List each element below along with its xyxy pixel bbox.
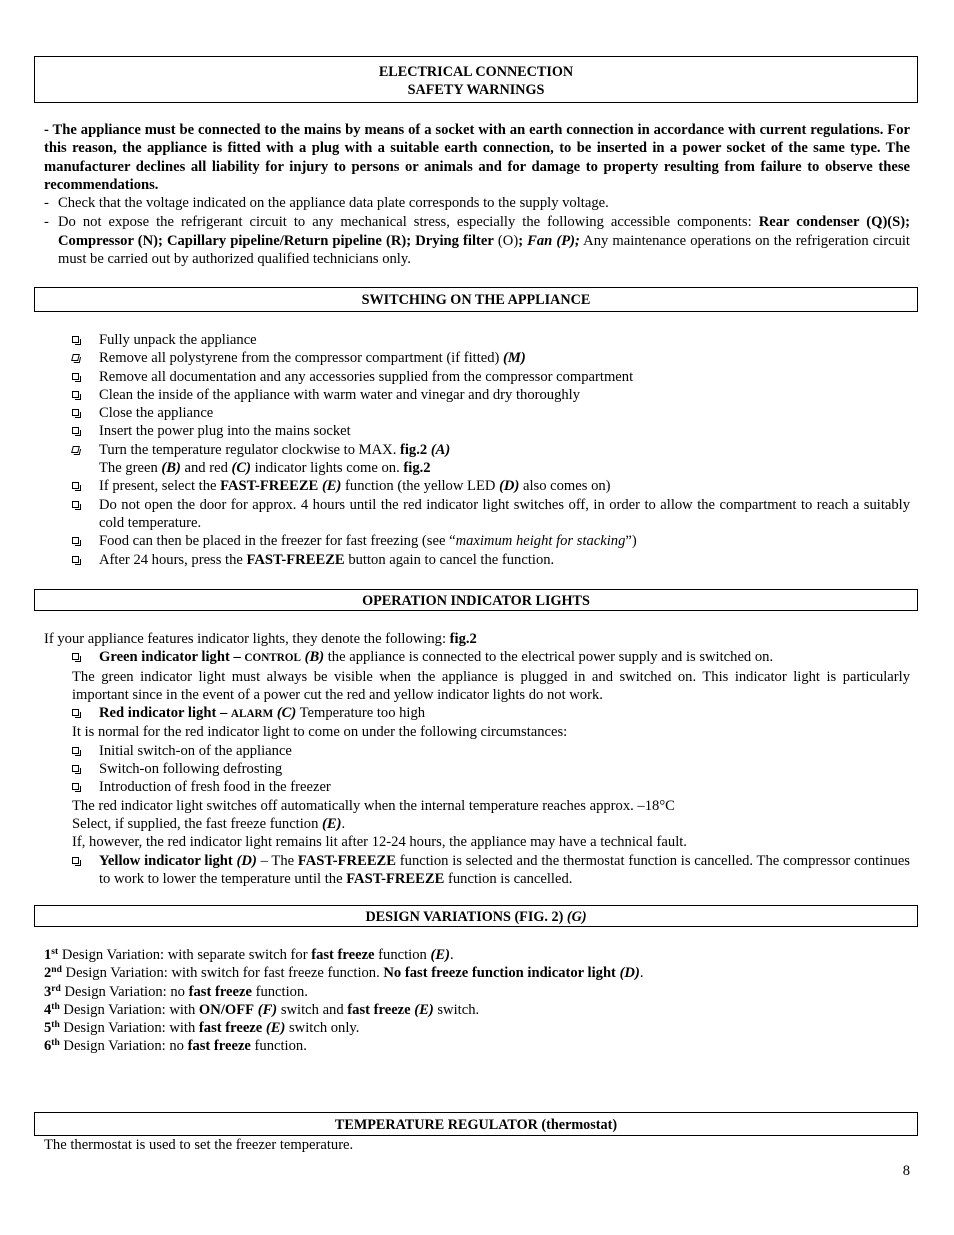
variation-bold: fast freeze: [347, 1001, 411, 1018]
list-item: [44, 404, 910, 422]
ordinal-suffix: nd: [51, 965, 62, 976]
design-variations: [44, 946, 910, 1056]
variation-number: 6: [44, 1038, 52, 1055]
variation-number: 4: [44, 1001, 52, 1018]
list-item: [44, 349, 910, 367]
variation-bold: fast freeze: [198, 1020, 263, 1037]
list-item: [44, 532, 910, 550]
ref-d: (D): [232, 852, 257, 869]
yellow-light-item: [44, 852, 910, 889]
design-variation-3: [44, 983, 910, 1001]
section-header-indicators: [34, 589, 918, 611]
variation-bold: ON/OFF: [198, 1001, 255, 1018]
section-header-switching: [34, 287, 918, 312]
list-item: [44, 742, 910, 760]
item-text: Close the appliance: [99, 405, 214, 422]
checkbox-bullet-icon: [72, 336, 79, 343]
item-text: function is cancelled.: [444, 870, 573, 887]
green-light-note: The green indicator light must always be visible when the appliance is plugged in and switched on. This indicator light is particularly important since in the event of a power cut the red and yellow indicator lights do not work.: [72, 668, 910, 703]
variation-number: 1: [44, 947, 52, 963]
item-text: Introduction of fresh food in the freezer: [99, 779, 331, 796]
ref-e: (E): [430, 947, 450, 963]
variation-text: switch only.: [285, 1020, 360, 1037]
item-text: Select, if supplied, the fast freeze function: [72, 815, 323, 832]
indicators-intro: [44, 630, 910, 648]
fig-ref: fig.2: [449, 631, 477, 647]
item-text: Temperature too high: [296, 705, 426, 722]
variation-bold: fast freeze: [311, 947, 375, 963]
list-item: [44, 760, 910, 778]
list-item: [44, 441, 910, 459]
item-text: .: [341, 815, 346, 832]
item-text: Clean the inside of the appliance with warm water and vinegar and dry thoroughly: [99, 386, 581, 403]
item-text: Initial switch-on of the appliance: [99, 742, 292, 759]
stacking-ref: maximum height for stacking: [455, 533, 626, 550]
thermostat-body: [44, 1136, 910, 1154]
indicators-body: [44, 630, 910, 888]
red-light-off: The red indicator light switches off automatically when the internal temperature reaches approx. –18°C: [72, 797, 675, 814]
refrigerant-warning-item: - Do not expose the refrigerant circuit to any mechanical stress, especially the following accessible components: Rear condenser (Q)(S); Compressor (N); Capillary pipeline/Return pipeline (R); Drying filter (O); Fan (P); Any maintenance operations on the refrigeration circuit must be carried out by authorized qualified technicians only.: [44, 214, 911, 268]
intro-text: If your appliance features indicator lights, they denote the following:: [44, 631, 450, 647]
dash: –: [216, 705, 231, 722]
checkbox-bullet-icon: [71, 354, 80, 361]
electrical-body: [44, 121, 910, 268]
thermostat-text: The thermostat is used to set the freezer temperature.: [44, 1137, 354, 1153]
control-label: CONTROL: [244, 652, 301, 665]
ordinal-suffix: th: [51, 1001, 60, 1012]
variation-bold: fast freeze: [187, 1038, 251, 1055]
section-header-electrical: [34, 56, 918, 103]
indicators-title: OPERATION INDICATOR LIGHTS: [362, 593, 590, 609]
page-number: 8: [902, 1163, 910, 1179]
checkbox-bullet-icon: [72, 747, 79, 754]
list-item: [44, 496, 910, 533]
red-light-item: [44, 704, 910, 723]
ordinal-suffix: th: [51, 1020, 60, 1031]
ref-c: (C): [273, 705, 297, 722]
variation-text: switch.: [433, 1001, 480, 1018]
list-item: [44, 331, 910, 349]
ref-g: (G): [566, 909, 587, 925]
variation-text: switch and: [277, 1001, 348, 1018]
variation-text: .: [639, 965, 644, 982]
list-item-continuation: [44, 459, 910, 477]
drying-filter-ref: (O): [493, 232, 519, 249]
checkbox-bullet-icon: [72, 482, 79, 489]
variation-number: 3: [44, 983, 52, 1000]
fast-freeze-label: FAST-FREEZE: [246, 551, 345, 568]
list-item: [44, 368, 910, 386]
components-list: Rear condenser (Q)(S); Compressor (N); Capillary pipeline/Return pipeline (R); Drying filter: [58, 214, 911, 249]
design-variation-2: [44, 964, 910, 982]
item-text: and red: [180, 460, 232, 477]
design-title: [35, 908, 917, 926]
separator: ;: [518, 232, 528, 249]
ref-b: (B): [161, 460, 181, 477]
checkbox-bullet-icon: [72, 857, 79, 864]
ref-m: (M): [503, 350, 526, 367]
section-header-design: [34, 905, 918, 927]
fig-ref: fig.2: [403, 460, 431, 477]
checkbox-bullet-icon: [72, 537, 79, 544]
fast-freeze-label: FAST-FREEZE: [346, 870, 445, 887]
ref-e: (E): [318, 478, 342, 495]
checkbox-bullet-icon: [72, 427, 79, 434]
variation-number: 2: [44, 965, 52, 982]
variation-number: 5: [44, 1020, 52, 1037]
ref-d: (D): [615, 965, 640, 982]
variation-text: function: [374, 947, 431, 963]
list-item: [44, 477, 910, 495]
item-text: Turn the temperature regulator clockwise to MAX.: [99, 441, 400, 458]
item-text: indicator lights come on.: [251, 460, 404, 477]
checkbox-bullet-icon: [72, 709, 79, 716]
ref-e: (E): [262, 1020, 286, 1037]
checkbox-bullet-icon: [72, 783, 79, 790]
green-light-label: Green indicator light: [99, 649, 230, 666]
item-text: button again to cancel the function.: [344, 551, 555, 568]
voltage-check-item: - Check that the voltage indicated on the appliance data plate corresponds to the supply voltage.: [44, 195, 609, 212]
red-light-label: Red indicator light: [99, 705, 217, 722]
item-text: Remove all polystyrene from the compressor compartment (if fitted): [99, 350, 504, 367]
item-text: Remove all documentation and any accessories supplied from the compressor compartment: [99, 368, 634, 385]
checkbox-bullet-icon: [72, 501, 79, 508]
variation-text: Design Variation: no: [59, 1038, 188, 1055]
fast-freeze-label: FAST-FREEZE: [297, 852, 397, 869]
design-variation-6: [44, 1037, 910, 1055]
alarm-label: ALARM: [230, 708, 274, 721]
variation-bold: No fast freeze function indicator light: [383, 965, 616, 982]
item-text: Fully unpack the appliance: [99, 332, 257, 348]
item-text: also comes on): [519, 478, 611, 495]
fig-ref: fig.2: [400, 441, 428, 458]
technical-fault: If, however, the red indicator light remains lit after 12-24 hours, the appliance may have a technical fault.: [72, 834, 687, 851]
variation-text: Design Variation: with separate switch for: [58, 947, 312, 963]
item-text: Switch-on following defrosting: [99, 761, 283, 778]
ref-e: (E): [410, 1001, 434, 1018]
variation-text: Design Variation: with switch for fast freeze function.: [61, 965, 384, 982]
item-text: Food can then be placed in the freezer for fast freezing (see “: [99, 533, 456, 550]
list-item: [44, 422, 910, 440]
electrical-subtitle: SAFETY WARNINGS: [407, 82, 545, 98]
dash: –: [229, 649, 245, 666]
ref-e: (E): [322, 815, 342, 832]
ref-d: (D): [499, 478, 520, 495]
checkbox-bullet-icon: [72, 556, 79, 563]
item-text: Insert the power plug into the mains socket: [99, 423, 351, 440]
switching-title: SWITCHING ON THE APPLIANCE: [361, 292, 591, 308]
section-header-thermostat: [34, 1112, 918, 1136]
item-text: The green: [99, 460, 162, 477]
item-text: – The: [256, 852, 298, 869]
item-text: Do not open the door for approx. 4 hours until the red indicator light switches off, in order to allow the compartment to reach a suitably cold temperature.: [99, 496, 910, 531]
checkbox-bullet-icon: [72, 765, 79, 772]
variation-text: .: [449, 947, 454, 963]
item-text: function is selected and the thermostat function is cancelled. The compressor continues to work to lower the temperature until the: [99, 852, 910, 887]
design-variation-1: [44, 946, 910, 964]
variation-text: Design Variation: with: [59, 1001, 199, 1018]
design-variation-5: [44, 1019, 910, 1037]
item-text: If present, select the: [99, 478, 221, 495]
design-title-text: DESIGN VARIATIONS (FIG. 2): [365, 909, 567, 925]
list-item: [44, 386, 910, 404]
variation-bold: fast freeze: [188, 983, 252, 1000]
item-text: After 24 hours, press the: [99, 551, 247, 568]
list-item: [44, 551, 910, 569]
list-item: [44, 778, 910, 796]
checkbox-bullet-icon: [71, 446, 80, 453]
checkbox-bullet-icon: [72, 653, 79, 660]
item-text: function (the yellow LED: [341, 478, 500, 495]
ordinal-suffix: st: [51, 947, 59, 957]
ref-f: (F): [254, 1001, 278, 1018]
item-text: ”): [625, 533, 637, 550]
fan-ref: Fan (P);: [527, 232, 580, 249]
ref-a: (A): [427, 441, 451, 458]
fast-freeze-label: FAST-FREEZE: [220, 478, 319, 495]
ref-b: (B): [300, 649, 325, 666]
design-variation-4: [44, 1001, 910, 1019]
ordinal-suffix: rd: [51, 983, 61, 994]
maintenance-text: Any maintenance operations on the refrigeration circuit must be carried out by authorized qualified technicians only.: [58, 232, 910, 268]
item-text: the appliance is connected to the electrical power supply and is switched on.: [324, 649, 774, 666]
variation-text: Design Variation: no: [60, 983, 189, 1000]
refrigerant-text: Do not expose the refrigerant circuit to any mechanical stress, especially the following accessible components:: [58, 214, 759, 231]
yellow-light-label: Yellow indicator light: [99, 852, 233, 869]
electrical-title: ELECTRICAL CONNECTION: [378, 64, 574, 80]
switching-list: [44, 331, 910, 569]
ref-c: (C): [231, 460, 251, 477]
select-fast-freeze: [44, 815, 910, 833]
checkbox-bullet-icon: [72, 391, 79, 398]
green-light-item: [44, 648, 910, 667]
voltage-check-text: Check that the voltage indicated on the appliance data plate corresponds to the supply voltage.: [58, 195, 609, 212]
variation-text: Design Variation: with: [59, 1020, 199, 1037]
ordinal-suffix: th: [51, 1038, 60, 1049]
earth-warning: - The appliance must be connected to the mains by means of a socket with an earth connection in accordance with current regulations. For this reason, the appliance is fitted with a plug with a suitable earth connection, to be inserted in a power socket of the same type. The manufacturer declines all liability for injury to persons or animals and for damage to property resulting from failure to observe these recommendations.: [44, 122, 910, 193]
checkbox-bullet-icon: [72, 409, 79, 416]
red-light-normal: It is normal for the red indicator light to come on under the following circumstances:: [72, 724, 568, 741]
checkbox-bullet-icon: [72, 373, 79, 380]
variation-text: function.: [250, 1038, 307, 1055]
thermostat-title: TEMPERATURE REGULATOR (thermostat): [334, 1117, 618, 1133]
variation-text: function.: [251, 983, 308, 1000]
